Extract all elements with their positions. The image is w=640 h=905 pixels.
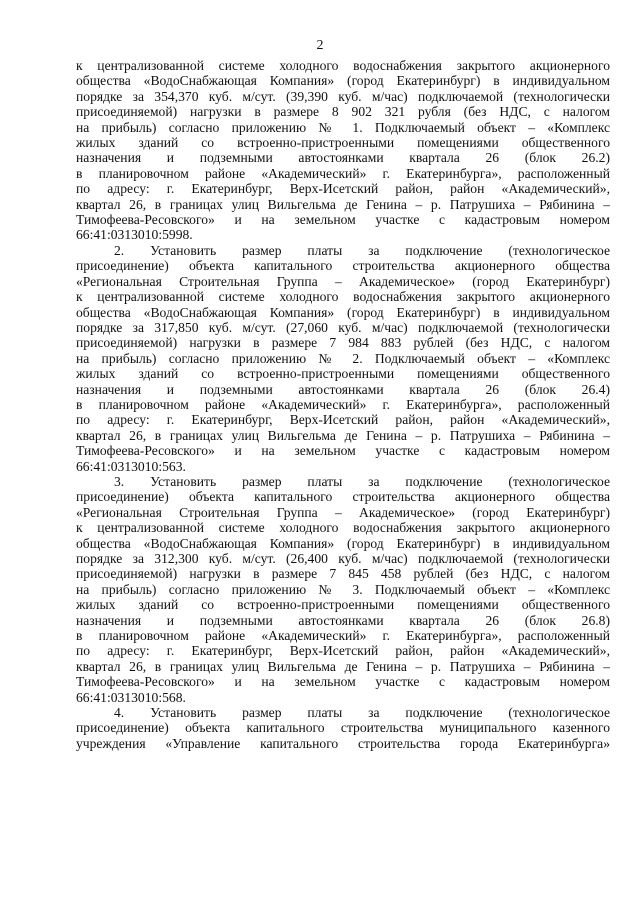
paragraph-1-line: 66:41:0313010:5998.: [76, 227, 193, 243]
paragraph-2-line: Тимофеева-Ресовского» и на земельном участке с кадастровым номером: [76, 443, 610, 459]
paragraph-3-line: порядке за 312,300 куб. м/сут. (26,400 куб. м/час) подключаемой (технологически: [76, 551, 610, 566]
paragraph-4-line: 4. Установить размер платы за подключение (технологическое: [114, 705, 610, 721]
paragraph-1-line: присоединяемой) нагрузки в размере 8 902 321 рубля (без НДС, с налогом: [76, 104, 610, 120]
paragraph-1-line: Тимофеева-Ресовского» и на земельном участке с кадастровым номером: [76, 212, 610, 228]
paragraph-2-line: жилых зданий со встроенно-пристроенными помещениями общественного: [76, 366, 610, 382]
paragraph-3-line: к централизованной системе холодного водоснабжения закрытого акционерного: [76, 520, 610, 536]
paragraph-3-line: присоединение) объекта капитального строительства акционерного общества: [76, 489, 610, 505]
paragraph-1-line: на прибыль) согласно приложению № 1. Подключаемый объект – «Комплекс: [76, 119, 610, 135]
paragraph-3-line: квартал 26, в границах улиц Вильгельма де Генина – р. Патрушиха – Рябинина –: [76, 658, 610, 674]
paragraph-3-line: жилых зданий со встроенно-пристроенными помещениями общественного: [76, 597, 610, 613]
paragraph-1-line: назначения и подземными автостоянками квартала 26 (блок 26.2): [76, 150, 610, 166]
page-number: 2: [316, 38, 324, 53]
paragraph-4-line: учреждения «Управление капитального строительства города Екатеринбурга»: [76, 735, 610, 751]
paragraph-3-line: Тимофеева-Ресовского» и на земельном участке с кадастровым номером: [76, 674, 610, 690]
paragraph-3-line: общества «ВодоСнабжающая Компания» (город Екатеринбург) в индивидуальном: [76, 535, 610, 551]
paragraph-2-line: назначения и подземными автостоянками квартала 26 (блок 26.4): [76, 381, 610, 397]
paragraph-2-line: «Региональная Строительная Группа – Академическое» (город Екатеринбург): [76, 273, 610, 289]
paragraph-3-line: «Региональная Строительная Группа – Академическое» (город Екатеринбург): [76, 504, 610, 520]
paragraph-2-line: порядке за 317,850 куб. м/сут. (27,060 куб. м/час) подключаемой (технологически: [76, 319, 610, 335]
paragraph-3-line: 3. Установить размер платы за подключение (технологическое: [114, 473, 610, 489]
paragraph-2-line: по адресу: г. Екатеринбург, Верх-Исетский район, район «Академический»,: [76, 412, 610, 428]
paragraph-1-line: жилых зданий со встроенно-пристроенными помещениями общественного: [76, 135, 610, 151]
paragraph-1-line: по адресу: г. Екатеринбург, Верх-Исетский район, район «Академический»,: [76, 181, 610, 197]
paragraph-1-line: в планировочном районе «Академический» г. Екатеринбурга», расположенный: [76, 165, 610, 181]
paragraph-2-line: на прибыль) согласно приложению № 2. Подключаемый объект – «Комплекс: [76, 350, 610, 366]
paragraph-3-line: 66:41:0313010:568.: [76, 689, 186, 705]
paragraph-4-line: присоединение) объекта капитального строительства муниципального казенного: [76, 720, 610, 736]
paragraph-1-line: порядке за 354,370 куб. м/сут. (39,390 куб. м/час) подключаемой (технологически: [76, 88, 610, 104]
paragraph-2-line: 66:41:0313010:563.: [76, 458, 186, 474]
paragraph-3-line: присоединяемой) нагрузки в размере 7 845 458 рублей (без НДС, с налогом: [76, 566, 610, 582]
paragraph-2-line: 2. Установить размер платы за подключение (технологическое: [114, 242, 610, 258]
paragraph-2-line: присоединение) объекта капитального строительства акционерного общества: [76, 258, 610, 274]
paragraph-1-line: к централизованной системе холодного водоснабжения закрытого акционерного: [76, 58, 610, 73]
document-body: [76, 58, 610, 751]
paragraph-2-line: общества «ВодоСнабжающая Компания» (город Екатеринбург) в индивидуальном: [76, 304, 610, 320]
paragraph-2-line: присоединяемой) нагрузки в размере 7 984 883 рублей (без НДС, с налогом: [76, 335, 610, 351]
paragraph-2-line: в планировочном районе «Академический» г. Екатеринбурга», расположенный: [76, 396, 610, 412]
paragraph-3-line: на прибыль) согласно приложению № 3. Подключаемый объект – «Комплекс: [76, 581, 610, 597]
paragraph-2-line: квартал 26, в границах улиц Вильгельма де Генина – р. Патрушиха – Рябинина –: [76, 427, 610, 443]
paragraph-1-line: квартал 26, в границах улиц Вильгельма де Генина – р. Патрушиха – Рябинина –: [76, 196, 610, 212]
paragraph-3-line: назначения и подземными автостоянками квартала 26 (блок 26.8): [76, 612, 610, 628]
paragraph-3-line: по адресу: г. Екатеринбург, Верх-Исетский район, район «Академический»,: [76, 643, 610, 659]
paragraph-2-line: к централизованной системе холодного водоснабжения закрытого акционерного: [76, 289, 610, 305]
paragraph-3-line: в планировочном районе «Академический» г. Екатеринбурга», расположенный: [76, 628, 610, 644]
paragraph-1-line: общества «ВодоСнабжающая Компания» (город Екатеринбург) в индивидуальном: [76, 73, 610, 89]
